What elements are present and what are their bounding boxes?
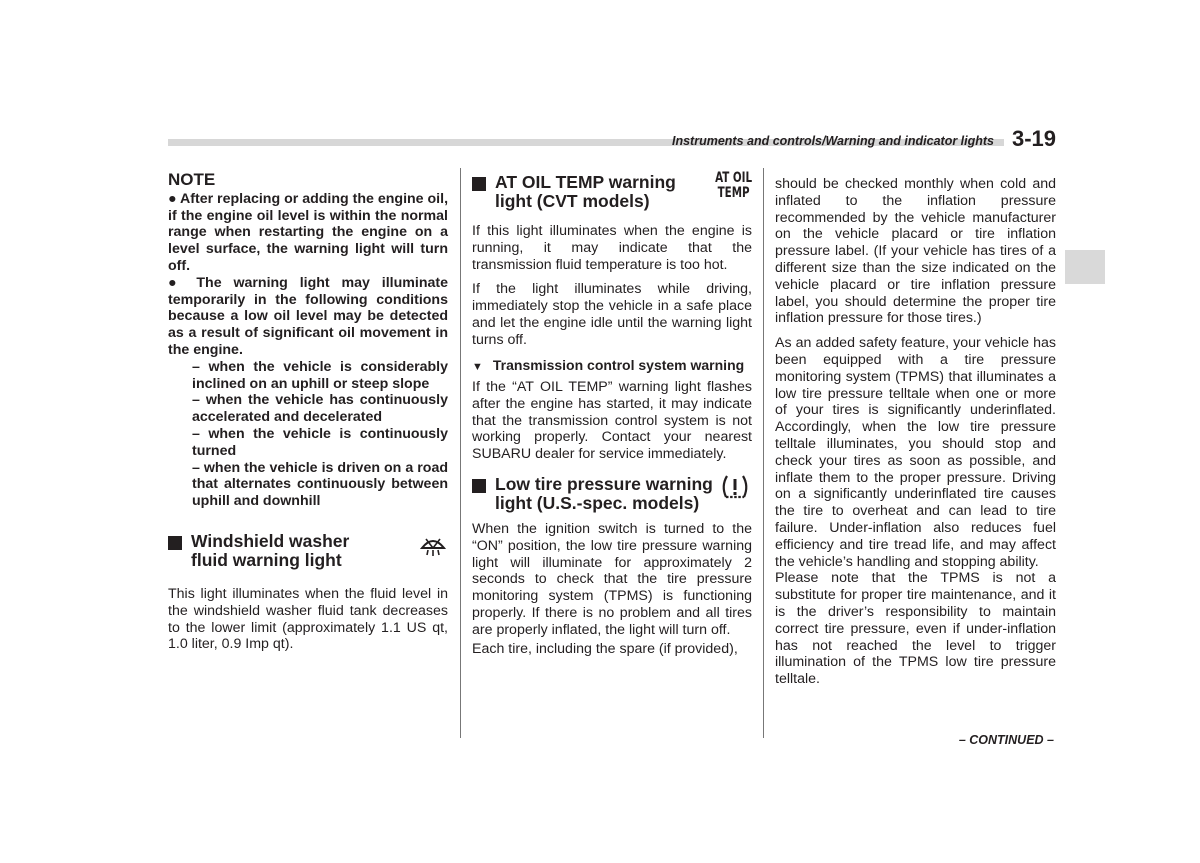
column-divider-1 xyxy=(460,168,461,738)
tcs-text: If the “AT OIL TEMP” warning light flashes after the engine has started, it may indicate that the transmission control system is not working properly. Contact your nearest SUBARU dealer for service immediately. xyxy=(472,379,752,463)
note-bullet-2: ● The warning light may illuminate temporarily in the following conditions because a low oil level may be detected as a result of significant oil movement in the engine. xyxy=(168,274,448,358)
note-title: NOTE xyxy=(168,170,216,189)
low-tire-pressure-heading: Low tire pressure warning light (U.S.-spec. models) xyxy=(472,477,752,513)
column-divider-2 xyxy=(763,168,764,738)
note-bullet-1: ● After replacing or adding the engine oil, if the engine oil level is within the normal range when restarting the engine on a level surface, the warning light will turn off. xyxy=(168,190,449,274)
section-square-icon xyxy=(168,536,182,550)
section-square-icon xyxy=(472,479,486,493)
tpms-p2: As an added safety feature, your vehicle has been equipped with a tire pressure monitoring system (TPMS) that illuminates a low tire pressure telltale when one or more of your tires is significantly underinflated. Accordingly, when the low tire pressure telltale illuminates, you should stop and check your tires as soon as possible, and inflate them to the proper pressure. Driving on a significantly underinflated tire causes the tire to overheat and can lead to tire failure. Under-inflation also reduces fuel efficiency and tire tread life, and may affect the vehicle’s handling and stopping ability. xyxy=(775,335,1056,570)
column-3 xyxy=(775,176,1056,688)
tpms-p3: Please note that the TPMS is not a substitute for proper tire maintenance, and it is the driver’s responsibility to maintain correct tire pressure, even if under-inflation has not reached the level to trigger illumination of the TPMS low tire pressure telltale. xyxy=(775,570,1056,688)
at-oil-temp-p2: If the light illuminates while driving, immediately stop the vehicle in a safe place and let the engine idle until the warning light turns off. xyxy=(472,281,752,348)
triangle-bullet-icon: ▼ xyxy=(472,360,483,373)
chapter-side-tab xyxy=(1065,250,1105,284)
washer-heading: Windshield washer fluid warning light xyxy=(168,534,448,570)
continued-label: – CONTINUED – xyxy=(958,733,1054,747)
bullet-icon: ● xyxy=(168,274,185,291)
at-oil-temp-p1: If this light illuminates when the engine is running, it may indicate that the transmission fluid temperature is too hot. xyxy=(472,223,752,273)
tpms-p1: should be checked monthly when cold and inflated to the inflation pressure recommended by the vehicle manufacturer on the vehicle placard or tire inflation pressure label. (If your vehicle has tires of a different size than the size indicated on the vehicle placard or tire inflation pressure label, you should determine the proper tire inflation pressure for those tires.) xyxy=(775,176,1056,327)
at-oil-temp-heading: AT OIL TEMP warning light (CVT models) AT OIL TEMP xyxy=(472,175,752,211)
low-tire-text-2: Each tire, including the spare (if provided), xyxy=(472,640,738,657)
note-dash-1: – when the vehicle is considerably inclined on an uphill or steep slope xyxy=(192,358,448,392)
section-header-title: Instruments and controls/Warning and indicator lights xyxy=(671,134,994,148)
note-dash-3: – when the vehicle is continuously turned xyxy=(192,425,448,459)
at-oil-temp-icon: AT OIL TEMP xyxy=(715,170,752,201)
note-dash-2: – when the vehicle has continuously accelerated and decelerated xyxy=(192,392,448,426)
tcs-heading: ▼ Transmission control system warning xyxy=(472,356,745,373)
column-1 xyxy=(168,170,448,653)
column-2 xyxy=(472,170,752,657)
tire-pressure-warning-icon xyxy=(718,471,752,505)
note-dash-4: – when the vehicle is driven on a road that alternates continuously between uphill and downhill xyxy=(192,459,448,510)
section-square-icon xyxy=(472,177,486,191)
low-tire-text: When the ignition switch is turned to the “ON” position, the low tire pressure warning light will illuminate for approximately 2 seconds to check that the tire pressure monitoring system (TPMS) is functioning properly. If there is no problem and all tires are properly inflated, the light will turn off. xyxy=(472,521,752,638)
washer-fluid-icon xyxy=(418,530,448,560)
bullet-icon: ● xyxy=(168,190,177,207)
page-number: 3-19 xyxy=(1012,126,1057,151)
washer-text: This light illuminates when the fluid level in the windshield washer fluid tank decreases to the lower limit (approximately 1.1 US qt, 1.0 liter, 0.9 Imp qt). xyxy=(168,585,448,653)
